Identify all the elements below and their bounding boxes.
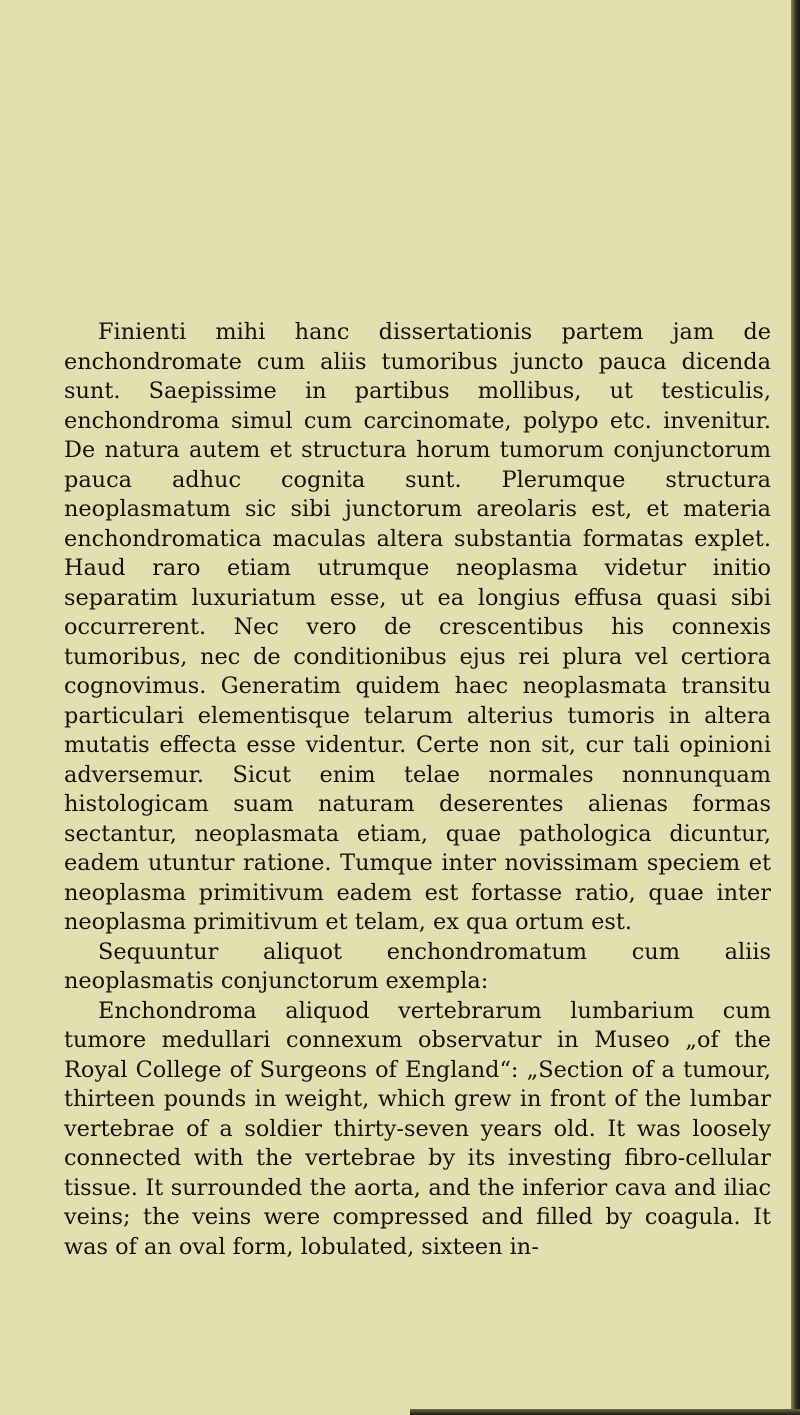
paragraph-1: Finienti mihi hanc dissertationis partem jam de enchondromate cum aliis tumoribus juncto pauca dicenda sunt. Saepissime in partibus mollibus, ut testiculis, enchondroma simul cum carcinomate, polypo etc. invenitur. De natura autem et structura horum tumorum conjunctorum pauca adhuc cognita sunt. Plerumque structura neoplasmatum sic sibi junctorum areolaris est, et materia enchondromatica maculas altera substantia formatas explet. Haud raro etiam utrumque neoplasma videtur initio separatim luxuriatum esse, ut ea longius effusa quasi sibi occurrerent. Nec vero de crescentibus his connexis tumoribus, nec de conditionibus ejus rei plura vel certiora cognovimus. Generatim quidem haec neoplasmata transitu particulari elementisque telarum alterius tumoris in altera mutatis effecta esse videntur. Certe non sit, cur tali opinioni adversemur. Sicut enim telae normales nonnunquam histologicam suam naturam deserentes alienas formas sectantur, neoplasmata etiam, quae pathologica dicuntur, eadem utuntur ratione. Tumque inter novissimam speciem et neoplasma primitivum eadem est fortasse ratio, quae inter neoplasma primitivum et telam, ex qua ortum est. xyxy=(64,319,771,935)
body-text xyxy=(64,318,771,1262)
page-edge-shadow xyxy=(791,0,800,1415)
paragraph-2: Sequuntur aliquot enchondromatum cum aliis neoplasmatis conjunctorum exempla: xyxy=(64,938,771,994)
paragraph-3: Enchondroma aliquod vertebrarum lumbarium cum tumore medullari connexum observatur in Museo „of the Royal College of Surgeons of England“: „Section of a tumour, thirteen pounds in weight, which grew in front of the lumbar vertebrae of a soldier thirty-seven years old. It was loosely connected with the vertebrae by its investing fibro-cellular tissue. It surrounded the aorta, and the inferior cava and iliac veins; the veins were compressed and filled by coagula. It was of an oval form, lobulated, sixteen in- xyxy=(64,997,771,1260)
page-bottom-shadow xyxy=(410,1409,800,1415)
